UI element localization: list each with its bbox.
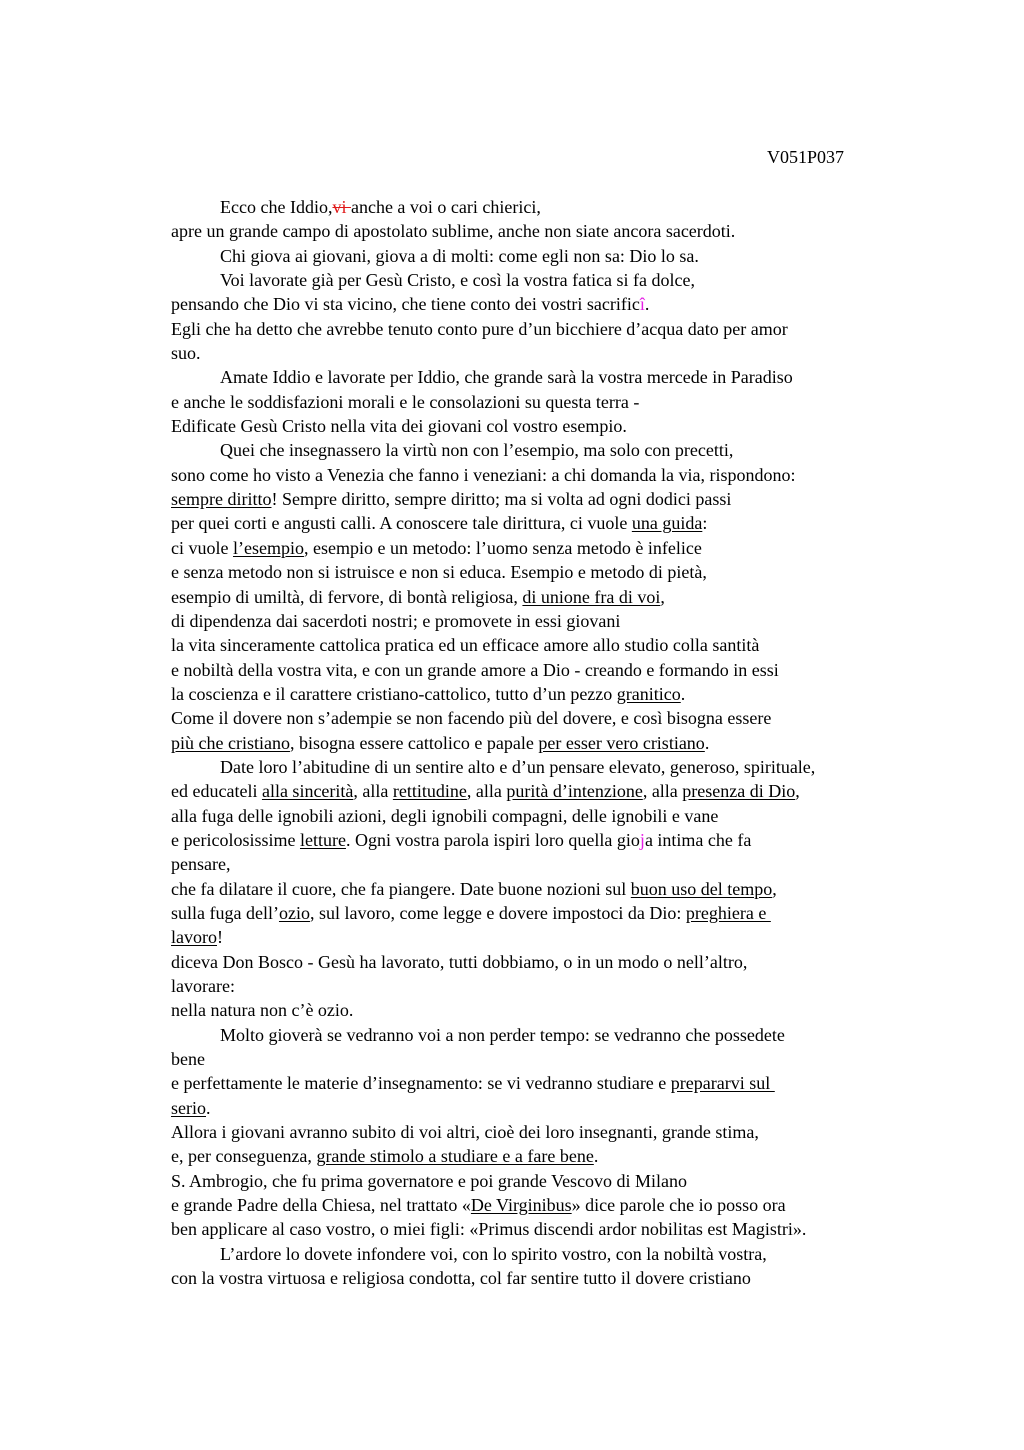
text-line: apre un grande campo di apostolato sublime, anche non siate ancora sacerdoti. — [171, 221, 736, 242]
text-line: e senza metodo non si istruisce e non si educa. Esempio e metodo di pietà, — [171, 562, 707, 583]
document-body — [171, 195, 911, 1290]
text-line: sempre diritto! Sempre diritto, sempre diritto; ma si volta ad ogni dodici passi — [171, 489, 732, 510]
text-line: diceva Don Bosco - Gesù ha lavorato, tutti dobbiamo, o in un modo o nell’altro, — [171, 951, 748, 972]
text-line: per quei corti e angusti calli. A conoscere tale dirittura, ci vuole una guida: — [171, 513, 708, 534]
text-line: che fa dilatare il cuore, che fa piangere. Date buone nozioni sul buon uso del tempo, — [171, 878, 777, 899]
text-line: ci vuole l’esempio, esempio e un metodo: l’uomo senza metodo è infelice — [171, 537, 702, 558]
text-line: bene — [171, 1049, 205, 1070]
text-line: Come il dovere non s’adempie se non facendo più del dovere, e così bisogna essere — [171, 708, 772, 729]
underlined-phrase: grande stimolo a studiare e a fare bene — [316, 1146, 594, 1167]
underlined-phrase: prepararvi sul — [670, 1073, 775, 1094]
text-line: pensando che Dio vi sta vicino, che tiene conto dei vostri sacrificî. — [171, 294, 650, 315]
text-line: serio. — [171, 1097, 211, 1118]
underlined-phrase: De Virginibus — [470, 1195, 572, 1216]
underlined-phrase: alla sincerità — [261, 781, 354, 802]
marked-letter: î — [639, 294, 645, 315]
text-line: pensare, — [171, 854, 231, 875]
text-line: nella natura non c’è ozio. — [171, 1000, 354, 1021]
page-number: V051P037 — [766, 147, 844, 167]
text-line: ed educateli alla sincerità, alla rettitudine, alla purità d’intenzione, alla presenza di Dio, — [171, 781, 800, 802]
text-line: suo. — [171, 343, 201, 364]
text-line: lavorare: — [171, 976, 235, 996]
underlined-phrase: l’esempio — [232, 537, 304, 558]
text-line: e perfettamente le materie d’insegnamento: se vi vedranno studiare e prepararvi sul — [171, 1073, 775, 1094]
text-line: Edificate Gesù Cristo nella vita dei giovani col vostro esempio. — [171, 416, 627, 437]
text-line: la coscienza e il carattere cristiano-cattolico, tutto d’un pezzo granitico. — [171, 683, 686, 704]
underlined-phrase: rettitudine — [392, 781, 467, 802]
text-line: sono come ho visto a Venezia che fanno i veneziani: a chi domanda la via, rispondono: — [171, 464, 796, 485]
text-line: Quei che insegnassero la virtù non con l’esempio, ma solo con precetti, — [220, 440, 734, 461]
text-line: Chi giova ai giovani, giova a di molti: come egli non sa: Dio lo sa. — [220, 245, 699, 266]
underlined-phrase: lavoro — [171, 927, 217, 948]
text-line: e anche le soddisfazioni morali e le consolazioni su questa terra - — [171, 391, 640, 412]
text-line: e nobiltà della vostra vita, e con un grande amore a Dio - creando e formando in essi — [171, 659, 779, 680]
underlined-phrase: purità d’intenzione — [506, 781, 643, 802]
underlined-phrase: più che cristiano — [171, 732, 290, 753]
underlined-phrase: di unione fra di voi — [522, 586, 661, 607]
underlined-phrase: una guida — [631, 513, 703, 534]
text-line: Molto gioverà se vedranno voi a non perder tempo: se vedranno che possedete — [220, 1024, 785, 1045]
text-line: lavoro! — [171, 927, 223, 948]
text-line: la vita sinceramente cattolica pratica ed un efficace amore allo studio colla santità — [171, 635, 760, 656]
text-line: più che cristiano, bisogna essere cattolico e papale per esser vero cristiano. — [171, 732, 710, 753]
text-line: e grande Padre della Chiesa, nel trattato «De Virginibus» dice parole che io posso ora — [171, 1195, 786, 1216]
text-line: Egli che ha detto che avrebbe tenuto conto pure d’un bicchiere d’acqua dato per amor — [171, 318, 788, 339]
underlined-phrase: per esser vero cristiano — [538, 732, 705, 753]
text-line: ben applicare al caso vostro, o miei figli: «Primus discendi ardor nobilitas est Magistri». — [171, 1219, 807, 1240]
text-line: sulla fuga dell’ozio, sul lavoro, come legge e dovere impostoci da Dio: preghiera e — [171, 902, 771, 923]
text-line: e, per conseguenza, grande stimolo a studiare e a fare bene. — [171, 1146, 599, 1167]
deleted-word: vi — [332, 197, 351, 217]
underlined-phrase: presenza di Dio — [682, 781, 796, 802]
underlined-phrase: preghiera e — [685, 902, 771, 923]
underlined-phrase: serio — [171, 1097, 206, 1118]
text-line: Ecco che Iddio,vi anche a voi o cari chierici, — [220, 197, 541, 217]
underlined-phrase: letture — [299, 829, 346, 850]
text-line: alla fuga delle ignobili azioni, degli ignobili compagni, delle ignobili e vane — [171, 805, 719, 826]
text-line: con la vostra virtuosa e religiosa condotta, col far sentire tutto il dovere cristiano — [171, 1268, 751, 1289]
text-line: S. Ambrogio, che fu prima governatore e poi grande Vescovo di Milano — [171, 1170, 688, 1191]
text-line: e pericolosissime letture. Ogni vostra parola ispiri loro quella gioja intima che fa — [171, 829, 752, 850]
underlined-phrase: buon uso del tempo — [630, 878, 773, 899]
text-line: di dipendenza dai sacerdoti nostri; e promovete in essi giovani — [171, 610, 621, 631]
underlined-phrase: sempre diritto — [171, 489, 272, 510]
marked-letter: j — [639, 829, 645, 850]
text-line: Voi lavorate già per Gesù Cristo, e così la vostra fatica si fa dolce, — [220, 270, 696, 291]
text-line: L’ardore lo dovete infondere voi, con lo spirito vostro, con la nobiltà vostra, — [220, 1243, 767, 1264]
text-line: Allora i giovani avranno subito di voi altri, cioè dei loro insegnanti, grande stima, — [171, 1122, 759, 1143]
text-line: Amate Iddio e lavorate per Iddio, che grande sarà la vostra mercede in Paradiso — [220, 367, 793, 388]
underlined-phrase: granitico — [616, 683, 681, 704]
text-line: esempio di umiltà, di fervore, di bontà religiosa, di unione fra di voi, — [171, 586, 665, 607]
text-line: Date loro l’abitudine di un sentire alto e d’un pensare elevato, generoso, spirituale, — [220, 756, 816, 777]
underlined-phrase: ozio — [278, 902, 310, 923]
